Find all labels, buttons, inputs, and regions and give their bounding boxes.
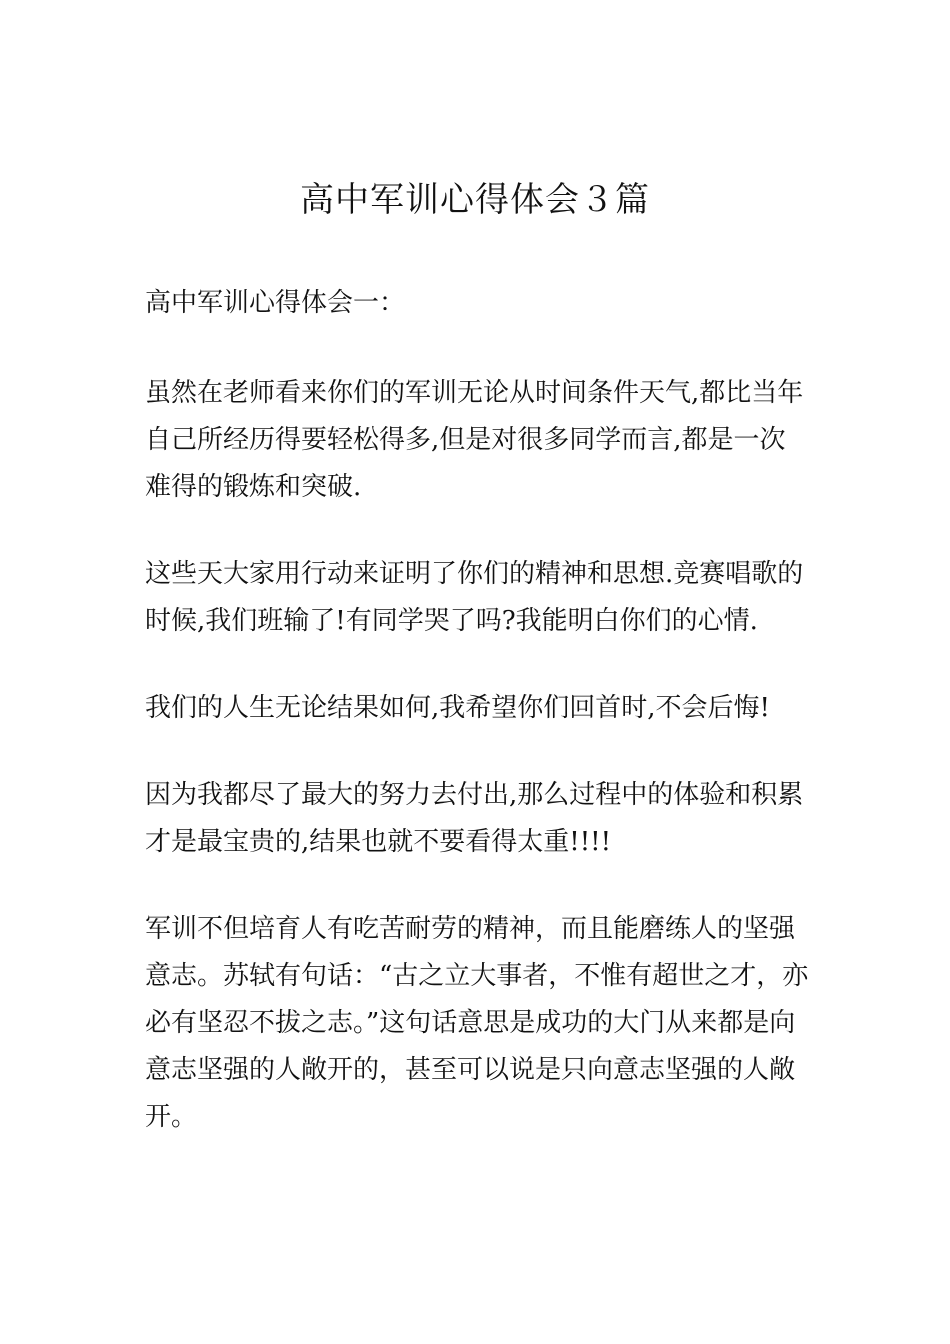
paragraph: 这些天大家用行动来证明了你们的精神和思想.竞赛唱歌的时候,我们班输了!有同学哭了吗?我能明白你们的心情. xyxy=(145,559,804,636)
paragraph: 虽然在老师看来你们的军训无论从时间条件天气,都比当年自己所经历得要轻松得多,但是对很多同学而言,都是一次难得的锻炼和突破. xyxy=(145,378,804,502)
document-body xyxy=(145,280,810,1181)
paragraph: 军训不但培育人有吃苦耐劳的精神，而且能磨练人的坚强意志。苏轼有句话：“古之立大事者，不惟有超世之才，亦必有坚忍不拔之志。”这句话意思是成功的大门从来都是向意志坚强的人敞开的，甚至可以说是只向意志坚强的人敞开。 xyxy=(145,914,809,1132)
section-heading: 高中军训心得体会一： xyxy=(145,288,406,318)
paragraph: 因为我都尽了最大的努力去付出,那么过程中的体验和积累才是最宝贵的,结果也就不要看得太重!!!! xyxy=(145,780,804,857)
document-title: 高中军训心得体会３篇 xyxy=(300,180,650,220)
paragraph: 我们的人生无论结果如何,我希望你们回首时,不会后悔! xyxy=(145,693,770,723)
